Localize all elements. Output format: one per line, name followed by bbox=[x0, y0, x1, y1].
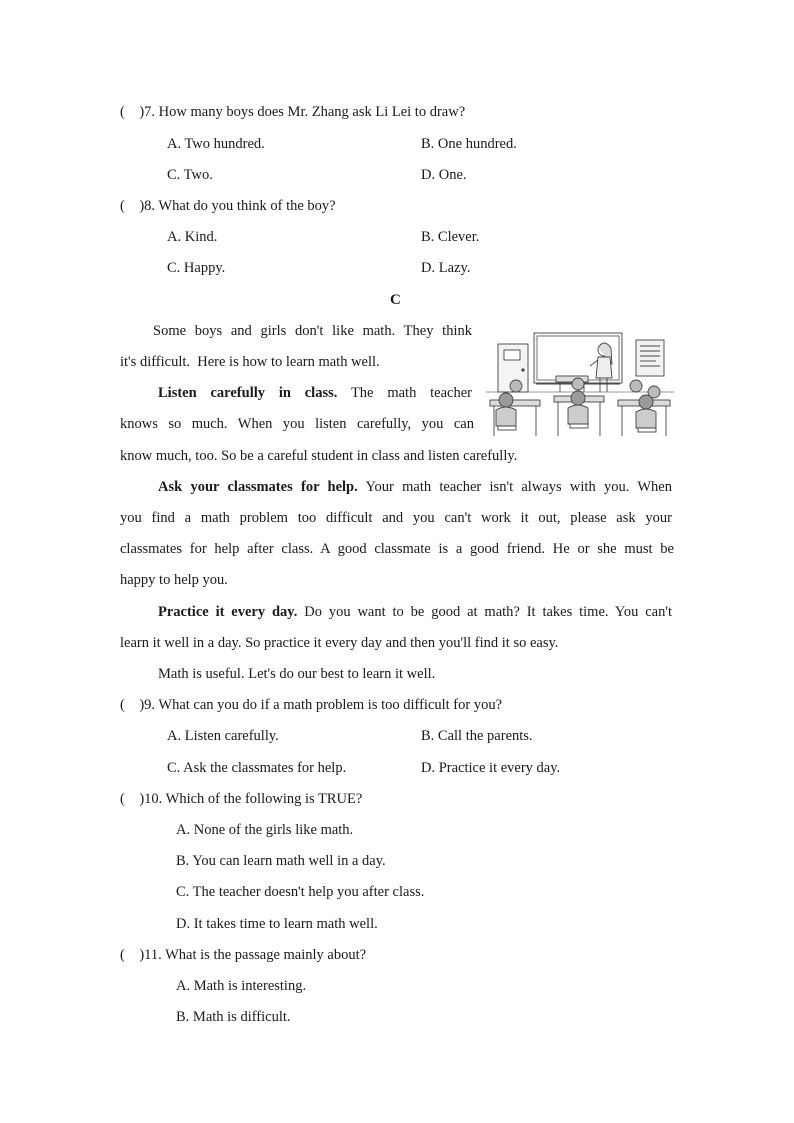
option-8d: D. Lazy. bbox=[421, 260, 471, 276]
tip1-heading: Listen carefully in class. bbox=[158, 385, 338, 401]
option-7b: B. One hundred. bbox=[421, 136, 517, 152]
option-8c: C. Happy. bbox=[167, 260, 226, 276]
passage-tip2-line-1: Ask your classmates for help. Your math teacher isn't always with you. When bbox=[158, 479, 672, 495]
tip3-heading: Practice it every day. bbox=[158, 604, 298, 620]
option-10a: A. None of the girls like math. bbox=[176, 822, 354, 838]
passage-tip1-line-2: knows so much. When you listen carefully, you can bbox=[120, 416, 474, 432]
option-10d: D. It takes time to learn math well. bbox=[176, 916, 378, 932]
option-9c: C. Ask the classmates for help. bbox=[167, 760, 347, 776]
option-11b: B. Math is difficult. bbox=[176, 1009, 291, 1025]
answer-blank-9[interactable]: ( ) bbox=[120, 697, 145, 713]
answer-blank-10[interactable]: ( ) bbox=[120, 791, 145, 807]
option-7c: C. Two. bbox=[167, 167, 213, 183]
question-7 bbox=[120, 103, 465, 121]
option-8b: B. Clever. bbox=[421, 229, 480, 245]
passage-tip2-line-4: happy to help you. bbox=[120, 572, 228, 588]
question-11-text: 11. What is the passage mainly about? bbox=[144, 947, 367, 963]
classroom-illustration bbox=[486, 330, 674, 440]
passage-tip1-line-1: Listen carefully in class. The math teacher bbox=[158, 385, 472, 401]
question-10-text: 10. Which of the following is TRUE? bbox=[144, 791, 363, 807]
tip2-heading: Ask your classmates for help. bbox=[158, 479, 358, 495]
question-9 bbox=[120, 696, 502, 714]
question-8 bbox=[120, 197, 336, 215]
option-9a: A. Listen carefully. bbox=[167, 728, 279, 744]
option-9d: D. Practice it every day. bbox=[421, 760, 561, 776]
option-7a: A. Two hundred. bbox=[167, 136, 265, 152]
option-11a: A. Math is interesting. bbox=[176, 978, 307, 994]
option-7d: D. One. bbox=[421, 167, 467, 183]
question-10 bbox=[120, 790, 362, 808]
answer-blank-11[interactable]: ( ) bbox=[120, 947, 145, 963]
section-c-heading: C bbox=[390, 292, 401, 308]
question-9-text: 9. What can you do if a math problem is too difficult for you? bbox=[144, 697, 503, 713]
passage-tip3-line-2: learn it well in a day. So practice it every day and then you'll find it so easy. bbox=[120, 635, 559, 651]
question-11 bbox=[120, 946, 366, 964]
passage-intro-line-1: Some boys and girls don't like math. They think bbox=[153, 323, 472, 339]
passage-tip3-line-1: Practice it every day. Do you want to be good at math? It takes time. You can't bbox=[158, 604, 672, 620]
passage-intro-line-2: it's difficult. Here is how to learn math well. bbox=[120, 354, 380, 370]
passage-tip1-line-3: know much, too. So be a careful student in class and listen carefully. bbox=[120, 448, 518, 464]
option-10b: B. You can learn math well in a day. bbox=[176, 853, 386, 869]
option-10c: C. The teacher doesn't help you after class. bbox=[176, 884, 425, 900]
passage-tip2-line-2: you find a math problem too difficult and you can't work it out, please ask your bbox=[120, 510, 672, 526]
passage-closing: Math is useful. Let's do our best to learn it well. bbox=[158, 666, 436, 682]
answer-blank-7[interactable]: ( ) bbox=[120, 104, 145, 120]
answer-blank-8[interactable]: ( ) bbox=[120, 198, 145, 214]
option-8a: A. Kind. bbox=[167, 229, 218, 245]
passage-tip2-line-3: classmates for help after class. A good classmate is a good friend. He or she must be bbox=[120, 541, 674, 557]
question-8-text: 8. What do you think of the boy? bbox=[144, 198, 336, 214]
question-7-text: 7. How many boys does Mr. Zhang ask Li Lei to draw? bbox=[144, 104, 466, 120]
option-9b: B. Call the parents. bbox=[421, 728, 533, 744]
